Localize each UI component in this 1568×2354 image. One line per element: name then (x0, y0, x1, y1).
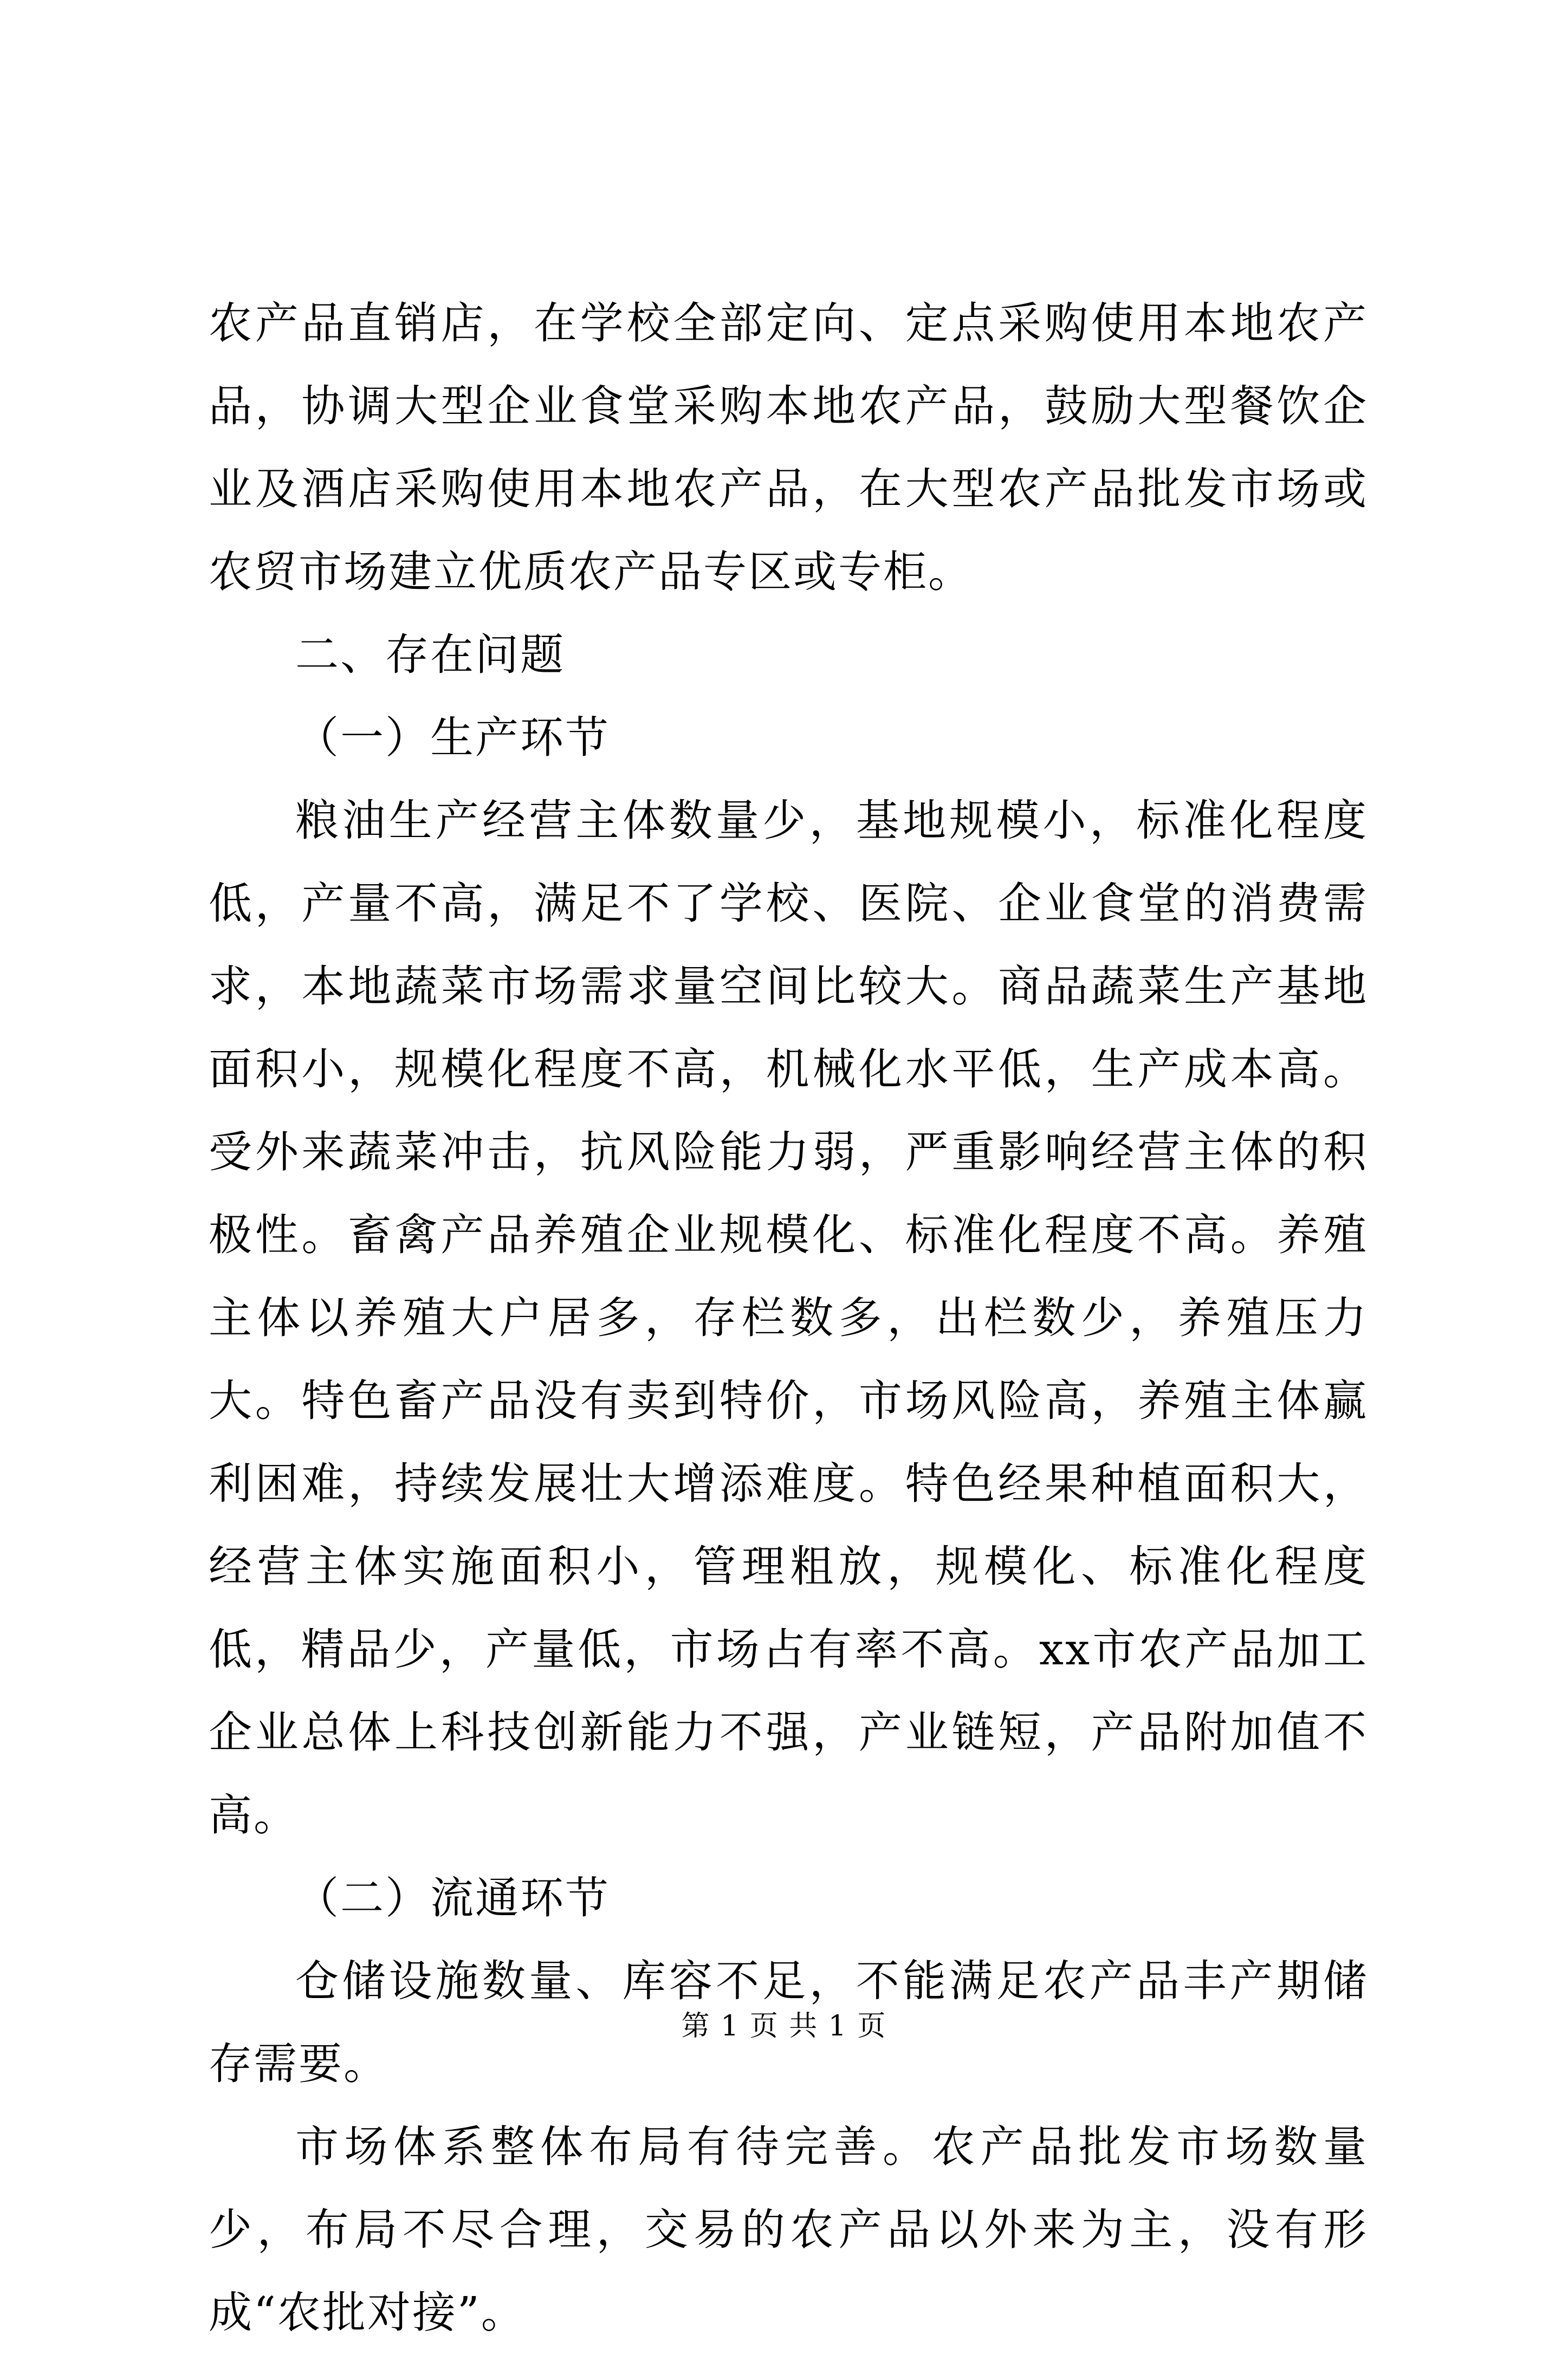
subsection-heading-circulation: （二）流通环节 (295, 1873, 610, 1923)
paragraph-continuation: 农产品直销店，在学校全部定向、定点采购使用本地农产品，协调大型企业食堂采购本地农产品，鼓励大型餐饮企业及酒店采购使用本地农产品，在大型农产品批发市场或农贸市场建立优质农产品专区或专柜。 (209, 298, 1368, 597)
section-heading-problems: 二、存在问题 (295, 630, 565, 680)
subsection-heading-production: （一）生产环节 (295, 712, 610, 763)
paragraph-market-system: 市场体系整体布局有待完善。农产品批发市场数量少，布局不尽合理，交易的农产品以外来为主，没有形成“农批对接”。 (209, 2122, 1368, 2338)
page-number-footer: 第 1 页 共 1 页 (681, 2010, 887, 2042)
paragraph-storage: 仓储设施数量、库容不足，不能满足农产品丰产期储存需要。 (209, 1956, 1368, 2089)
paragraph-production: 粮油生产经营主体数量少，基地规模小，标准化程度低，产量不高，满足不了学校、医院、企业食堂的消费需求，本地蔬菜市场需求量空间比较大。商品蔬菜生产基地面积小，规模化程度不高，机械化水平低，生产成本高。受外来蔬菜冲击，抗风险能力弱，严重影响经营主体的积极性。畜禽产品养殖企业规模化、标准化程度不高。养殖主体以养殖大户居多，存栏数多，出栏数少，养殖压力大。特色畜产品没有卖到特价，市场风险高，养殖主体赢利困难，持续发展壮大增添难度。特色经果种植面积大，经营主体实施面积小，管理粗放，规模化、标准化程度低，精品少，产量低，市场占有率不高。xx市农产品加工企业总体上科技创新能力不强，产业链短，产品附加值不高。 (209, 795, 1368, 1840)
